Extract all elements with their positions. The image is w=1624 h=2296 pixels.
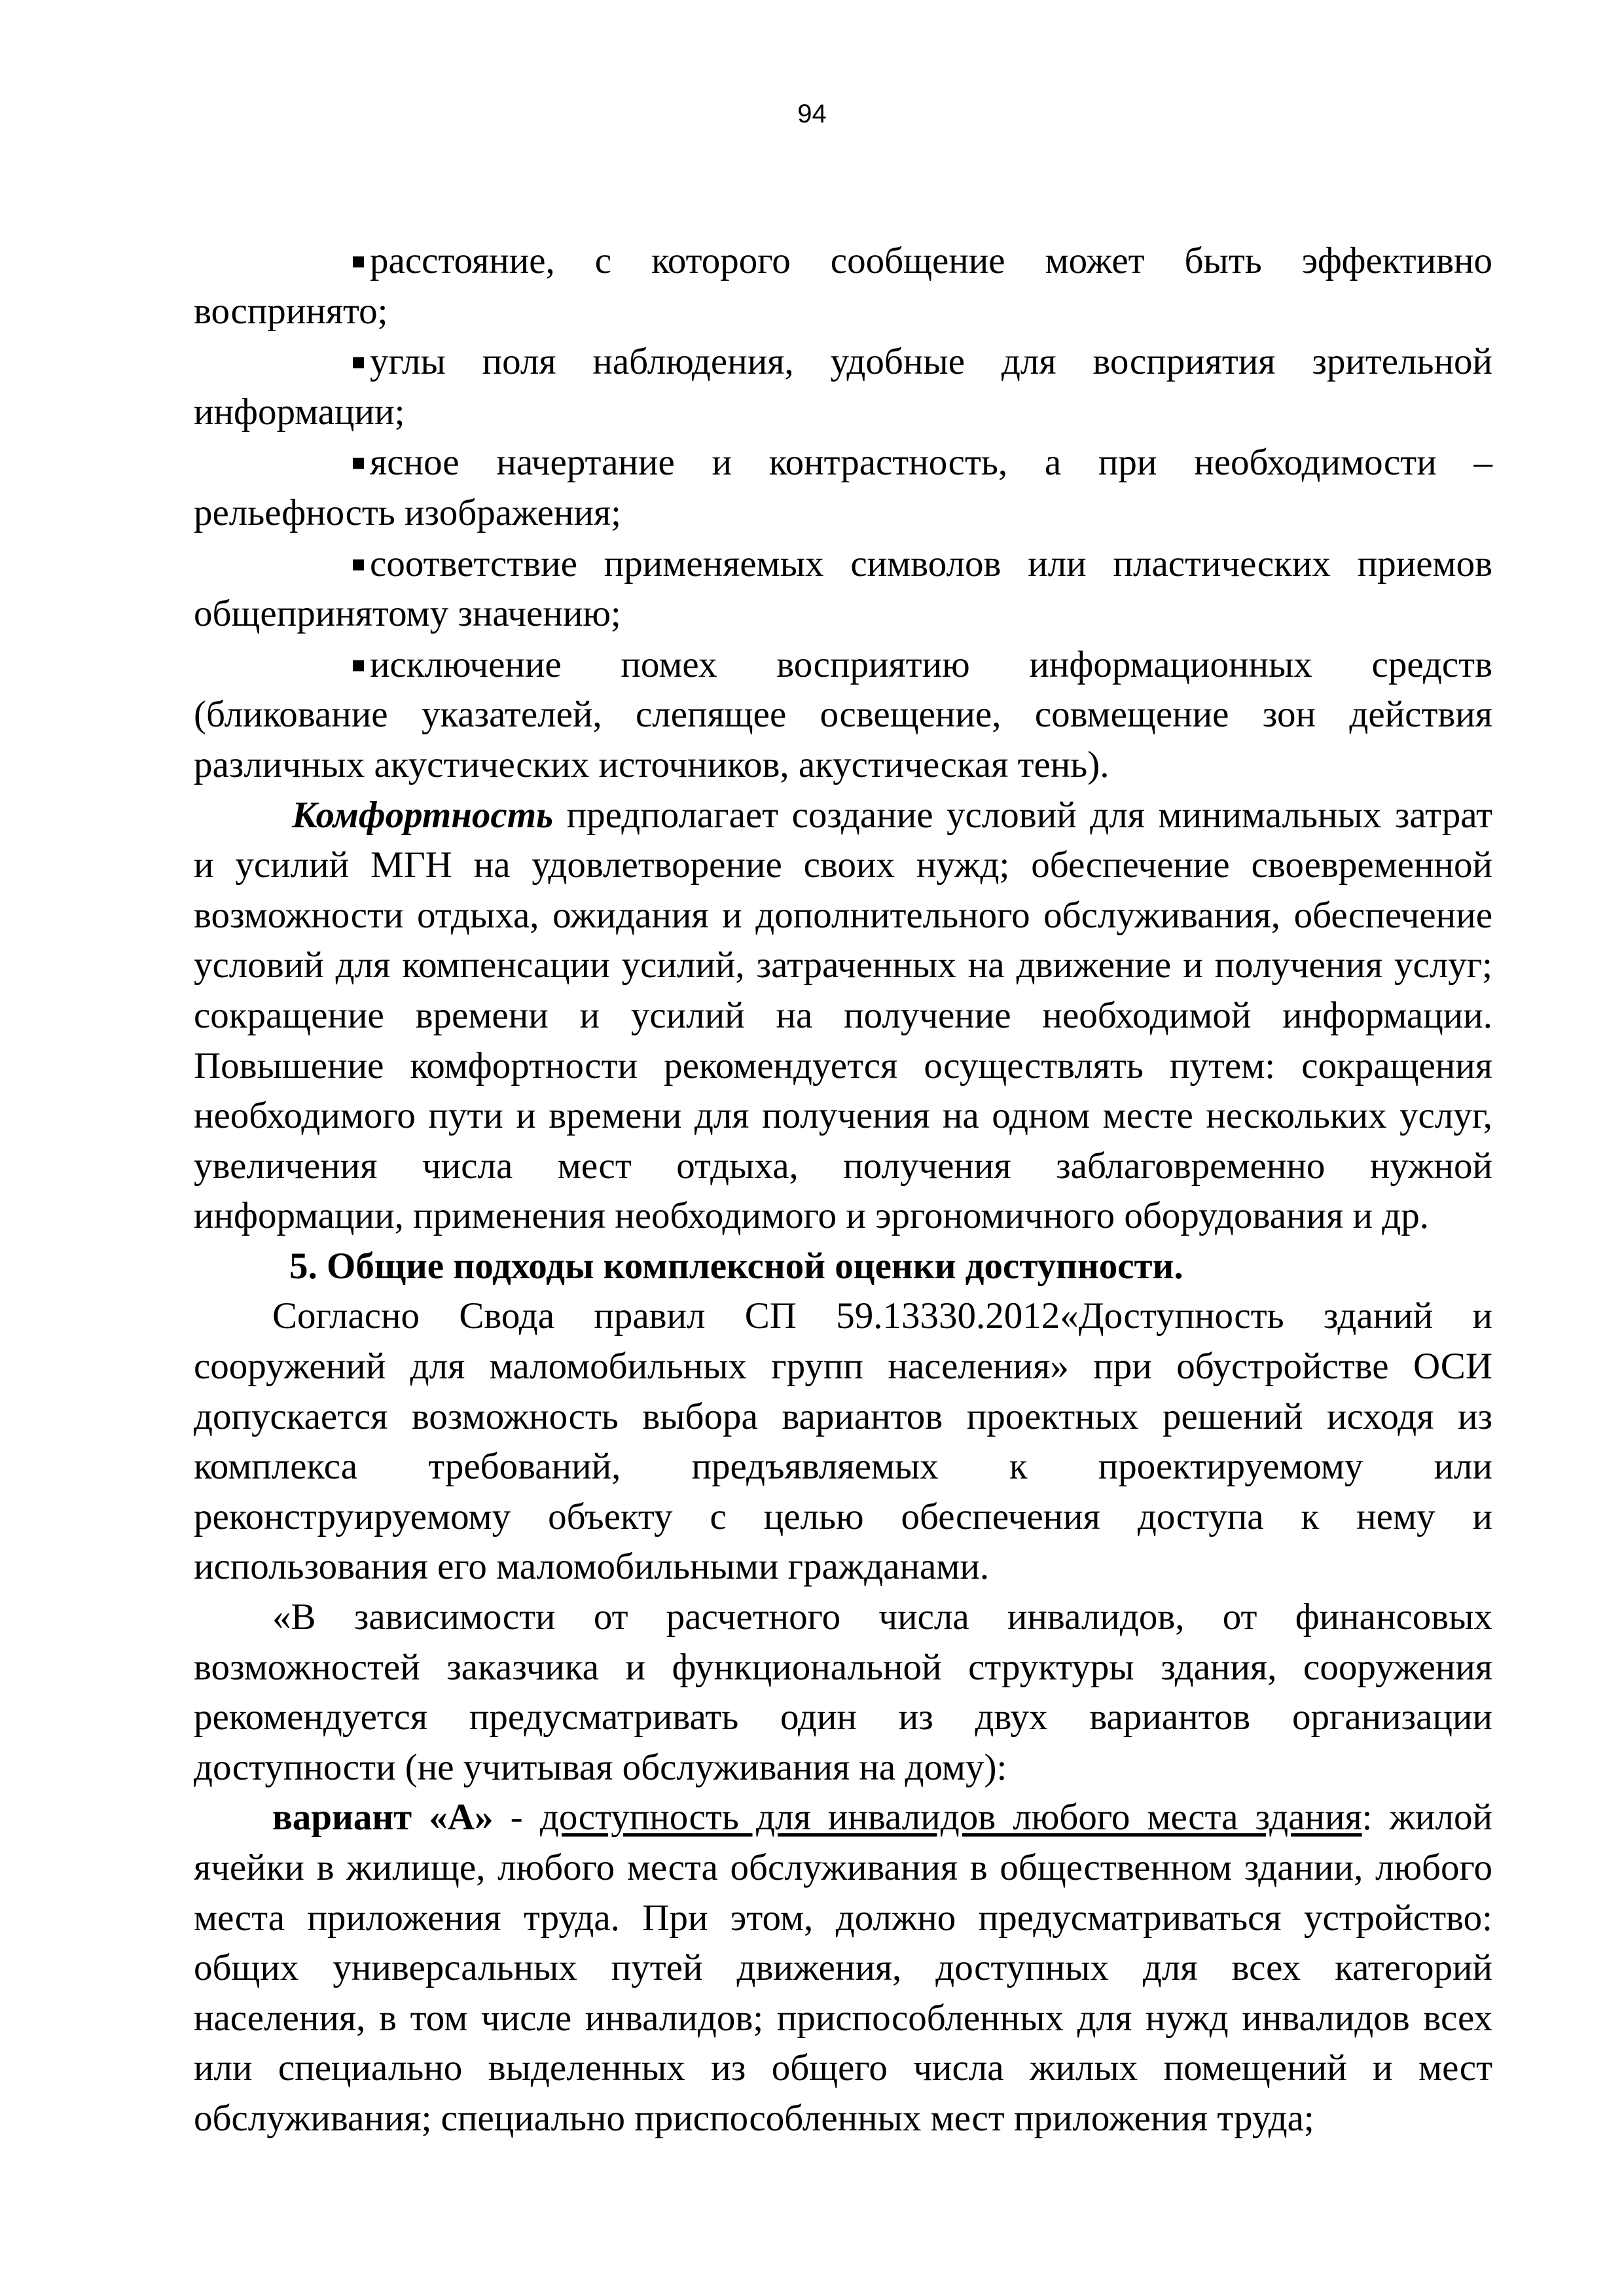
comfort-text: предполагает создание условий для минимальных затрат и усилий МГН на удовлетворение своих нужд; обеспечение своевременной возможности отдыха, ожидания и дополнительного обслуживания, обеспечение условий для компенсации усилий, затраченных на движение и получения услуг; сокращение времени и усилий на получение необходимой информации. Повышение комфортности рекомендуется осуществлять путем: сокращения необходимого пути и времени для получения на одном месте нескольких услуг, увеличения числа мест отдыха, получения заблаговременно нужной информации, применения необходимого и эргономичного оборудования и др.	[194, 794, 1492, 1237]
square-bullet-icon: ▪	[351, 550, 367, 577]
bullet-item	[194, 639, 1492, 791]
comfort-paragraph	[194, 791, 1492, 1242]
bullet-item	[194, 336, 1492, 437]
bullet-item	[194, 236, 1492, 336]
comfort-term: Комфортность	[292, 794, 554, 836]
bullet-text: расстояние, с которого сообщение может быть эффективно воспринято;	[194, 240, 1492, 332]
bullet-text: ясное начертание и контрастность, а при необходимости – рельефность изображения;	[194, 442, 1492, 533]
variant-a-paragraph	[194, 1793, 1492, 2144]
bullet-text: углы поля наблюдения, удобные для восприятия зрительной информации;	[194, 341, 1492, 433]
square-bullet-icon: ▪	[351, 348, 367, 375]
sp-paragraph: Согласно Свода правил СП 59.13330.2012«Доступность зданий и сооружений для маломобильных групп населения» при обустройстве ОСИ допускается возможность выбора вариантов проектных решений исходя из комплекса требований, предъявляемых к проектируемому или реконструируемому объекту с целью обеспечения доступа к нему и использования его маломобильными гражданами.	[194, 1295, 1492, 1588]
section-heading: 5. Общие подходы комплексной оценки доступности.	[289, 1245, 1183, 1287]
bullet-text: соответствие применяемых символов или пластических приемов общепринятому значению;	[194, 543, 1492, 635]
variant-a-dash: -	[493, 1797, 540, 1839]
square-bullet-icon: ▪	[351, 449, 367, 476]
page-number: 94	[797, 99, 827, 128]
bullet-item	[194, 437, 1492, 538]
bullet-text: исключение помех восприятию информационных средств (бликование указателей, слепящее освещение, совмещение зон действия различных акустических источников, акустическая тень).	[194, 643, 1492, 785]
variant-a-underlined: доступность для инвалидов любого места здания	[539, 1797, 1362, 1839]
variant-a-text: : жилой ячейки в жилище, любого места обслуживания в общественном здании, любого места приложения труда. При этом, должно предусматриваться устройство: общих универсальных путей движения, доступных для всех категорий населения, в том числе инвалидов; приспособленных для нужд инвалидов всех или специально выделенных из общего числа жилых помещений и мест обслуживания; специально приспособленных мест приложения труда;	[194, 1797, 1493, 2139]
variant-a-label: вариант «А»	[272, 1797, 494, 1839]
page-body	[194, 236, 1492, 2144]
quote-paragraph: «В зависимости от расчетного числа инвалидов, от финансовых возможностей заказчика и функциональной структуры здания, сооружения рекомендуется предусматривать один из двух вариантов организации доступности (не учитывая обслуживания на дому):	[194, 1596, 1492, 1788]
square-bullet-icon: ▪	[351, 247, 367, 274]
bullet-item	[194, 539, 1492, 639]
square-bullet-icon: ▪	[351, 651, 367, 677]
